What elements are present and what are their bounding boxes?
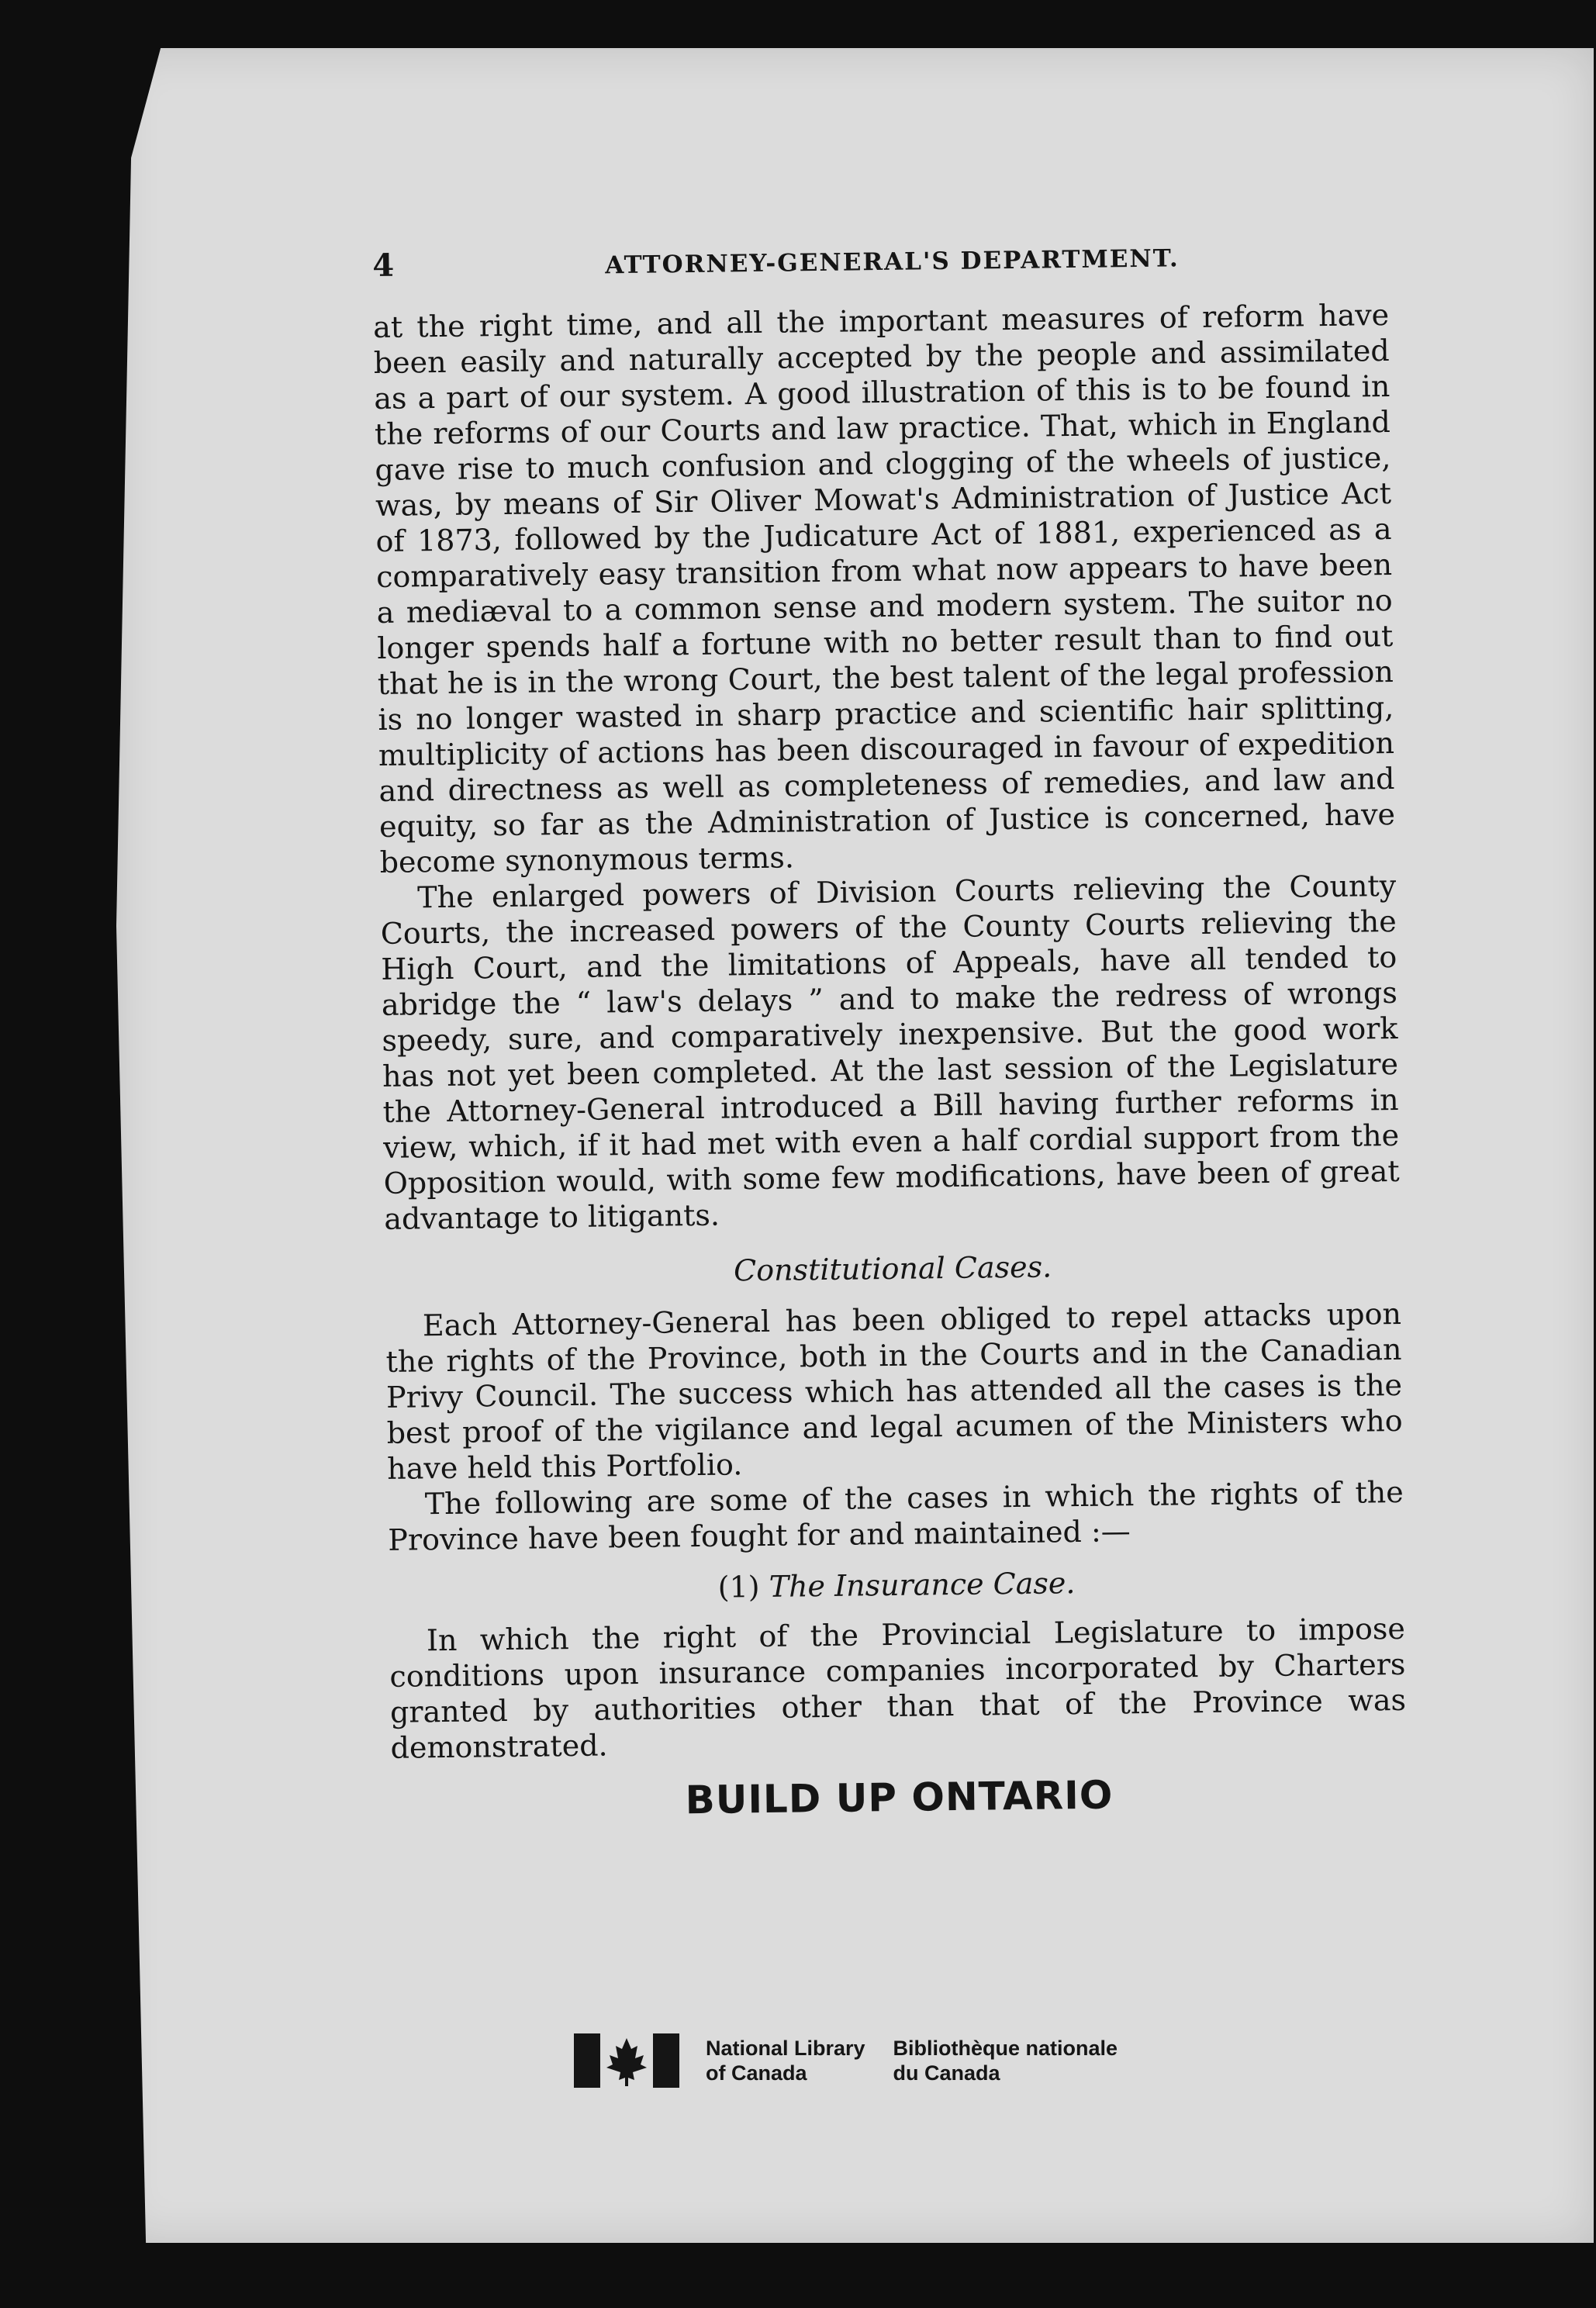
section-paragraph-2: The following are some of the cases in which the rights of the Province have been fought for and maintained :— [388, 1474, 1404, 1557]
page-number: 4 [371, 247, 395, 284]
canada-flag-icon [574, 2033, 679, 2088]
paragraph-2: The enlarged powers of Division Courts relieving the County Courts, the increased powers of the County Courts relieving the High Court, and the limitations of Appeals, have all tended to abridge the “ law's delays ” and to make the redress of wrongs speedy, sure, and comparatively inexpensive. But the good work has not yet been completed. At the last session of the Legislature the Attorney-General introduced a Bill having further reforms in view, which, if it had met with even a half cordial support from the Opposition would, with some few modifications, have been of great advantage to litigants. [380, 868, 1400, 1236]
paragraph-1: at the right time, and all the important measures of reform have been easily and naturally accepted by the people and assimilated as a part of our system. A good illustration of this is to be found in the reforms of our Courts and law practice. That, which in England gave rise to much confusion and clogging of the wheels of justice, was, by means of Sir Oliver Mowat's Administration of Justice Act of 1873, followed by the Judicature Act of 1881, experienced as a comparatively easy transition from what now appears to have been a mediæval to a common sense and modern system. The suitor no longer spends half a fortune with no better result than to find out that he is in the wrong Court, the best talent of the legal profession is no longer wasted in sharp practice and scientific hair splitting, multiplicity of actions has been discouraged in favour of expedition and directness as well as completeness of remedies, and law and equity, so far as the Administration of Justice is concerned, have become synonymous terms. [372, 297, 1396, 879]
library-french-line-1: Bibliothèque nationale [893, 2037, 1118, 2060]
library-name-english [706, 2036, 865, 2085]
library-english-line-1: National Library [706, 2037, 865, 2060]
library-english-line-2: of Canada [706, 2061, 807, 2085]
case-number: (1) [717, 1570, 760, 1605]
running-head-title: ATTORNEY-GENERAL'S DEPARTMENT. [605, 244, 1180, 280]
case-heading [389, 1561, 1404, 1609]
page-text [372, 236, 1408, 1822]
library-name-french [893, 2036, 1118, 2085]
section-heading: Constitutional Cases. [733, 1249, 1052, 1288]
case-paragraph: In which the right of the Provincial Legislature to impose conditions upon insurance companies incorporated by Charters granted by authorities other than that of the Province was demonstrated. [389, 1611, 1407, 1765]
library-watermark [574, 2033, 1145, 2088]
library-french-line-2: du Canada [893, 2061, 1000, 2085]
case-title: The Insurance Case. [769, 1566, 1076, 1604]
slogan: BUILD UP ONTARIO [685, 1772, 1114, 1823]
section-paragraph-1: Each Attorney-General has been obliged to repel attacks upon the rights of the Province, both in the Courts and in the Canadian Privy Council. The success which has attended all the cases is the best proof of the vigilance and legal acumen of the Ministers who have held this Portfolio. [385, 1296, 1403, 1486]
